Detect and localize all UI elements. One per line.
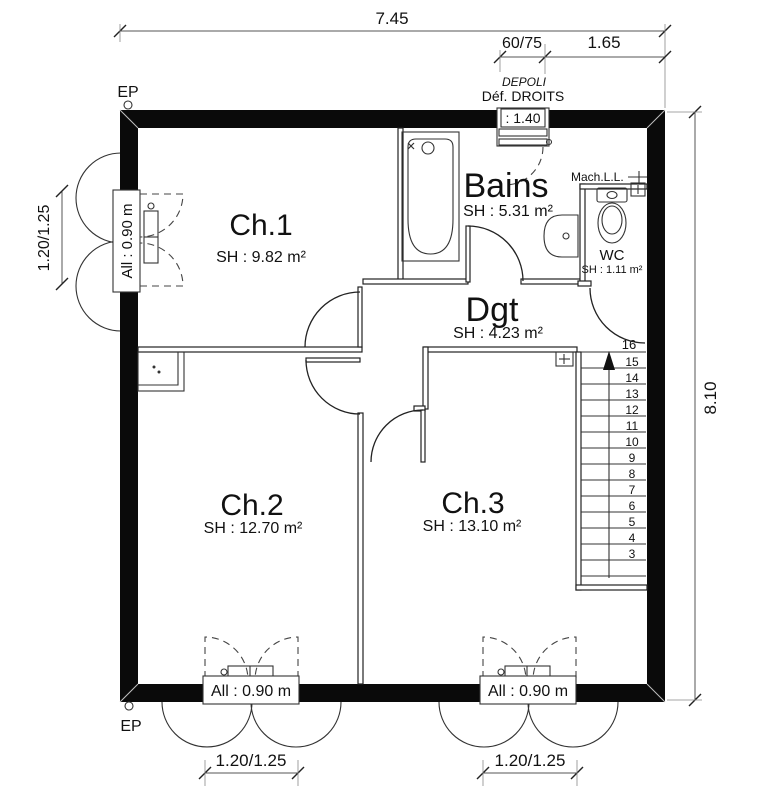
- room-area-wc: SH : 1.11 m²: [581, 264, 643, 276]
- stair-arrow-head-icon: [603, 351, 615, 370]
- duct-box: [138, 352, 184, 391]
- room-area-dgt: SH : 4.23 m²: [453, 325, 543, 342]
- window-bottom-left-label: All : 0.90 m: [210, 683, 292, 700]
- washing-machine-tap-icon: [628, 171, 647, 196]
- dim-text-left-120125: 1.20/1.25: [36, 204, 53, 272]
- wall-bains-dgt-east: [521, 279, 583, 284]
- ep-bottom-label: EP: [120, 718, 142, 735]
- wall-wc-bottom-stub: [578, 281, 591, 286]
- room-label-ch3: Ch.3: [441, 487, 505, 520]
- ep-top: [117, 84, 138, 109]
- room-label-ch2: Ch.2: [220, 489, 284, 522]
- dim-text-6075: 60/75: [501, 35, 543, 52]
- door-leaf-ch3: [421, 410, 425, 462]
- label-depoli: DEPOLI: [501, 75, 547, 89]
- window-bottom-right: [480, 637, 576, 704]
- dimension-top-window: [494, 33, 671, 74]
- stair-number: 5: [628, 515, 636, 529]
- door-arc-ch2: [306, 360, 360, 414]
- toilet: [597, 188, 627, 243]
- door-arc-wc: [590, 288, 645, 343]
- stair-number: 13: [625, 387, 639, 401]
- bathtub-drain-icon: [408, 143, 414, 149]
- label-mach-ll: Mach.L.L.: [571, 170, 624, 184]
- top-annotations: [482, 75, 564, 104]
- ep-top-label: EP: [117, 84, 139, 101]
- window-top-label: : 1.40: [505, 110, 541, 126]
- dim-text-br-120125: 1.20/1.25: [494, 751, 566, 770]
- stair-number: 3: [628, 547, 636, 561]
- stair-number: 6: [628, 499, 636, 513]
- door-arc-ch3: [371, 410, 423, 462]
- stair-number: 8: [628, 467, 636, 481]
- dim-text-745: 7.45: [375, 9, 409, 28]
- room-area-bains: SH : 5.31 m²: [463, 203, 553, 220]
- wall-dgt-ch3: [424, 347, 577, 352]
- dimension-bottom-left-window: [199, 751, 304, 786]
- dim-text-bl-120125: 1.20/1.25: [215, 751, 287, 770]
- stair-number: 10: [625, 435, 639, 449]
- ep-bottom: [120, 702, 141, 735]
- stairs: [581, 337, 646, 578]
- window-left: [113, 190, 183, 292]
- label-def-droits: Déf. DROITS: [481, 88, 565, 104]
- wall-stairs-left: [576, 352, 581, 590]
- wall-ch2-ch3: [358, 413, 363, 684]
- doors: [305, 226, 645, 462]
- dimension-total-width: [114, 9, 671, 108]
- door-arc-bains: [468, 226, 523, 281]
- wall-ch1-ch2: [138, 347, 362, 352]
- shutter-arcs: [76, 153, 618, 747]
- door-arc-ch1: [305, 292, 360, 347]
- stair-number: 7: [628, 483, 636, 497]
- bathtub: [402, 132, 459, 261]
- room-area-ch3: SH : 13.10 m²: [422, 518, 522, 535]
- window-left-label: All : 0.90 m: [119, 203, 136, 279]
- wall-ch3-left-upper: [423, 347, 428, 409]
- dim-text-810: 8.10: [701, 381, 720, 415]
- door-leaf-bains: [466, 226, 470, 282]
- door-leaf-ch1: [358, 287, 362, 347]
- stair-number-16: 16: [621, 337, 637, 352]
- window-bottom-right-label: All : 0.90 m: [487, 683, 569, 700]
- stair-number: 14: [625, 371, 639, 385]
- room-area-ch1: SH : 9.82 m²: [216, 249, 306, 266]
- window-bottom-left: [203, 637, 299, 704]
- room-area-ch2: SH : 12.70 m²: [203, 520, 303, 537]
- stair-numbers: [625, 355, 639, 561]
- stair-number: 15: [625, 355, 639, 369]
- washbasin: [544, 215, 578, 257]
- room-label-dgt: Dgt: [465, 291, 519, 329]
- stair-number: 11: [625, 419, 639, 433]
- stair-number: 12: [625, 403, 639, 417]
- stair-number: 4: [628, 531, 636, 545]
- dim-text-165: 1.65: [587, 33, 621, 52]
- dimension-total-height: [667, 106, 720, 706]
- stair-number: 9: [628, 451, 636, 465]
- wall-bains-dgt-west: [363, 279, 468, 284]
- room-label-wc: WC: [599, 247, 625, 264]
- dimension-bottom-right-window: [477, 751, 583, 786]
- room-label-bains: Bains: [463, 167, 549, 205]
- door-leaf-ch2: [306, 358, 360, 362]
- dimension-left-window: [36, 185, 68, 290]
- interior-walls: [138, 128, 647, 684]
- room-label-ch1: Ch.1: [229, 209, 293, 242]
- wall-stairs-bottom: [576, 585, 647, 590]
- stair-switch-box: [556, 352, 573, 366]
